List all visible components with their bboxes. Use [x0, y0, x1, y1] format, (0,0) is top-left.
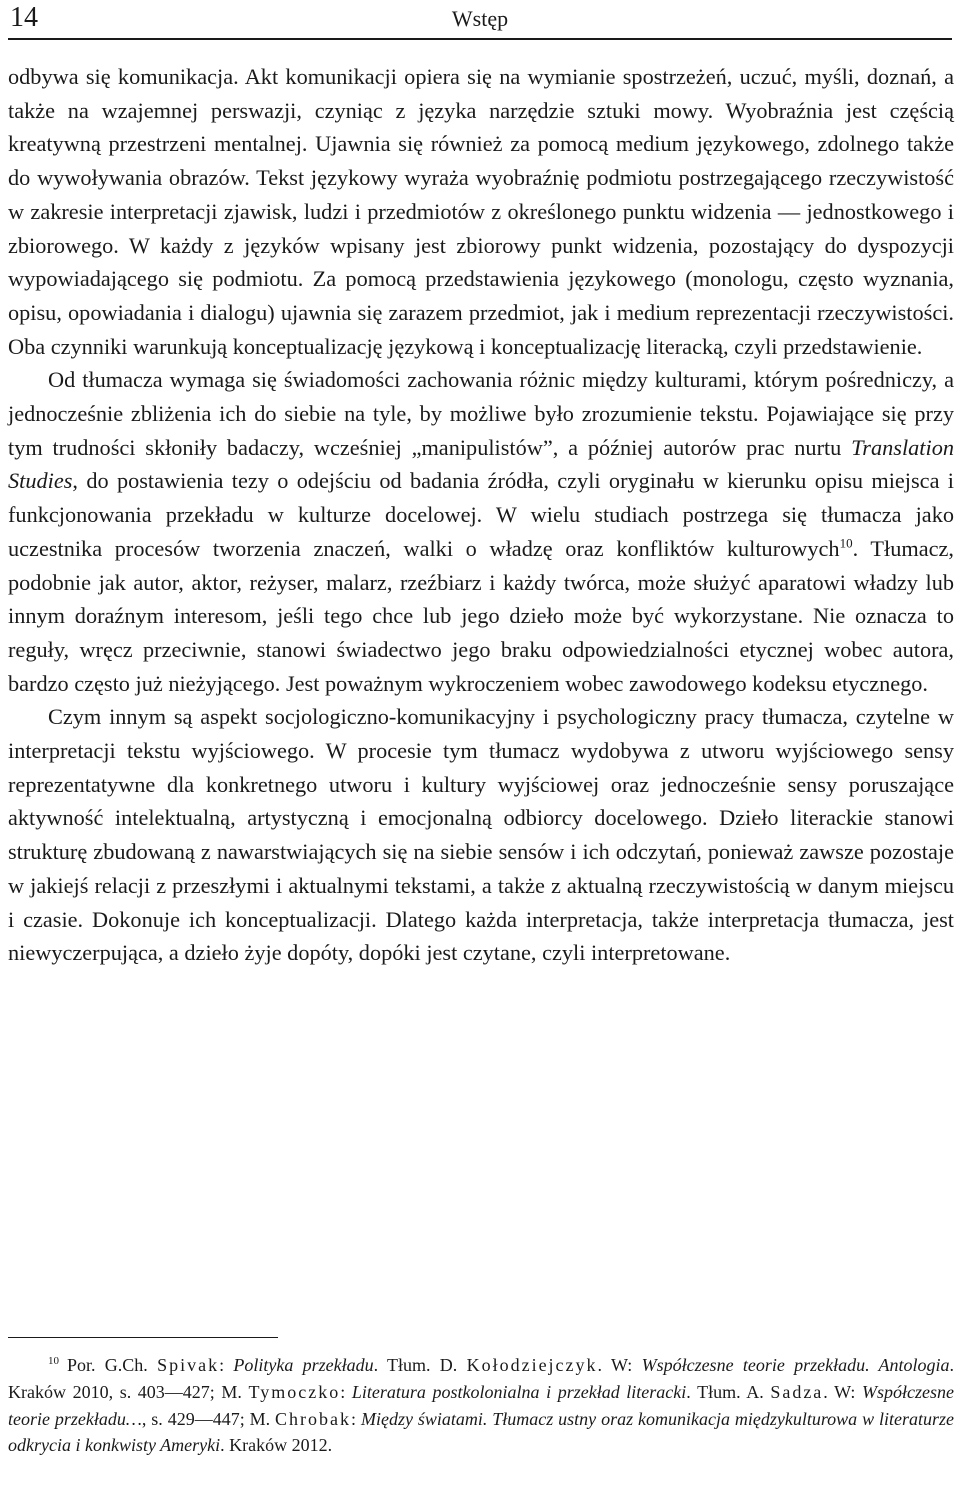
footnote-number: 10	[48, 1355, 59, 1367]
page-number: 14	[10, 2, 38, 33]
fn-title: Między światami. Tłumacz ustny oraz komunikacja międzykulturowa w literaturze odkrycia i konkwisty Ameryki	[8, 1408, 954, 1456]
fn-author: Spivak	[157, 1355, 220, 1375]
running-title: Wstęp	[451, 6, 509, 31]
p2-italic-term: Translation Studies	[8, 434, 954, 494]
fn-title: Współczesne teorie przekładu. Antologia	[641, 1355, 950, 1375]
fn-text: , s. 429—447; M.	[141, 1408, 276, 1429]
fn-title: Współczesne teorie przekładu…	[8, 1381, 954, 1429]
p2-text-c: . Tłumacz, podobnie jak autor, aktor, reżyser, malarz, rzeźbiarz i każdy twórca, może służyć aparatowi władzy lub innym doraźnym interesom, jeśli tego chce lub jego dzieło może być wykorzystane. Nie oznacza to reguły, wręcz przeciwnie, stanowi świadectwo jego braku odpowiedzialności etycznej wobec autora, bardzo często już nieżyjącego. Jest poważnym wykroczeniem wobec zawodowego kodeksu etycznego.	[8, 535, 954, 696]
p2-text-a: Od tłumacza wymaga się świadomości zachowania różnic między kulturami, którym pośredniczy, a jednocześnie zbliżenia ich do siebie na tyle, by możliwe było zrozumienie tekstu. Pojawiające się przy tym trudności skłoniły badaczy, wcześniej „manipulistów”, a później autorów prac nurtu	[8, 367, 954, 460]
fn-author: Tymoczko	[248, 1381, 341, 1402]
fn-translator: Sadza	[770, 1381, 824, 1402]
fn-text: . W:	[823, 1381, 863, 1402]
fn-text: Por. G.Ch.	[67, 1355, 158, 1375]
fn-text: :	[351, 1408, 361, 1429]
fn-translator: Kołodziejczyk	[466, 1355, 598, 1375]
footnote	[8, 1352, 954, 1459]
fn-text: . Tłum. A.	[686, 1381, 771, 1402]
fn-author: Chrobak	[275, 1408, 352, 1429]
footnote-separator	[8, 1337, 278, 1338]
main-text	[8, 60, 954, 970]
paragraph-1: odbywa się komunikacja. Akt komunikacji opiera się na wymianie spostrzeżeń, uczuć, myśli, doznań, a także na wzajemnej perswazji, czyniąc z języka narzędzie sztuki mowy. Wyobraźnia jest częścią kreatywną przestrzeni mentalnej. Ujawnia się również za pomocą medium językowego, zdolnego także do wywoływania obrazów. Tekst językowy wyraża wyobraźnię podmiotu postrzegającego rzeczywistość w zakresie interpretacji zjawisk, ludzi i przedmiotów z określonego punktu widzenia — jednostkowego i zbiorowego. W każdy z języków wpisany jest zbiorowy punkt widzenia, pozostający do dyspozycji wypowiadającego się podmiotu. Za pomocą przedstawienia językowego (monologu, często wyznania, opisu, opowiadania i dialogu) ujawnia się zarazem przedmiot, jak i medium reprezentacji rzeczywistości. Oba czynniki warunkują konceptualizację językową i konceptualizację literacką, czyli przedstawienie.	[8, 64, 954, 359]
fn-title: Literatura postkolonialna i przekład literacki	[351, 1381, 687, 1402]
p2-text-b: , do postawienia tezy o odejściu od badania źródła, czyli oryginału w kierunku opisu miejsca i funkcjonowania przekładu w kulturze docelowej. W wielu studiach postrzega się tłumacza jako uczestnika procesów tworzenia znaczeń, walki o władzę oraz konfliktów kulturowych	[8, 468, 954, 561]
footnote-10	[8, 1352, 954, 1459]
fn-text: . Tłum. D.	[373, 1355, 467, 1375]
footnote-reference[interactable]: 10	[839, 535, 853, 551]
header-rule	[8, 38, 952, 40]
paragraph-2	[8, 363, 954, 700]
paragraph-3: Czym innym są aspekt socjologiczno-komunikacyjny i psychologiczny pracy tłumacza, czytelne w interpretacji tekstu wyjściowego. W procesie tym tłumacz wydobywa z utworu wyjściowego sensy reprezentatywne dla konkretnego utworu i kultury wyjściowej oraz jednocześnie sensy poruszające aktywność intelektualną, artystyczną i emocjonalną odbiorcy docelowego. Dzieło literackie stanowi strukturę zbudowaną z nawarstwiających się na siebie sensów i ich odczytań, ponieważ zawsze pozostaje w jakiejś relacji z przeszłymi i aktualnymi tekstami, a także z aktualną rzeczywistością w danym miejscu i czasie. Dokonuje ich konceptualizacji. Dlatego każda interpretacja, także interpretacja tłumacza, jest niewyczerpująca, a dzieło żyje dopóty, dopóki jest czytane, czyli interpretowane.	[8, 704, 954, 966]
fn-text: . W:	[597, 1355, 642, 1375]
fn-text: :	[219, 1355, 234, 1375]
fn-text: . Kraków 2010, s. 403—427; M.	[8, 1355, 955, 1402]
fn-text: . Kraków 2012.	[220, 1435, 333, 1456]
fn-text: :	[340, 1381, 352, 1402]
fn-title: Polityka przekładu	[233, 1355, 374, 1375]
page-header	[8, 0, 952, 40]
